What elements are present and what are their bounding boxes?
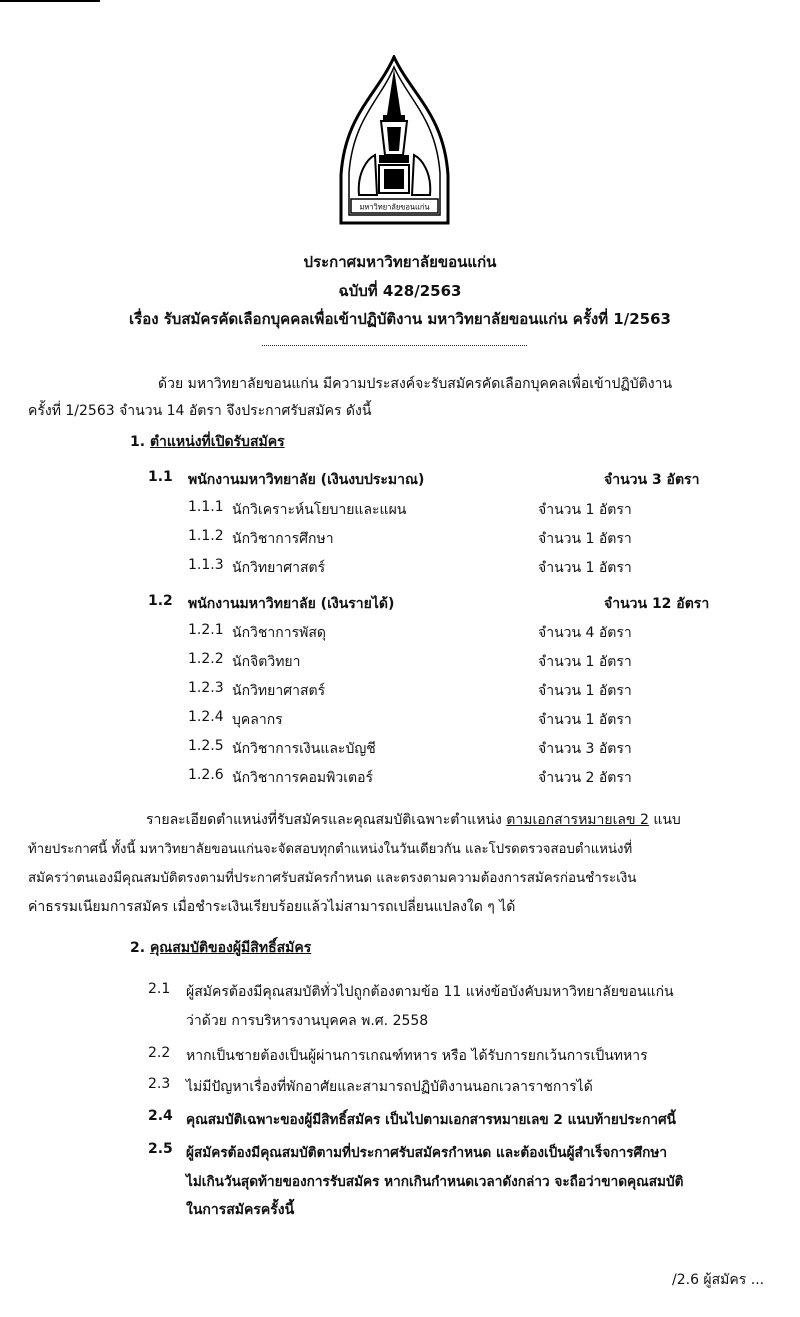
item-2-1-line-2: ว่าด้วย การบริหารงานบุคคล พ.ศ. 2558 <box>186 1013 429 1029</box>
intro-line-2: ครั้งที่ 1/2563 จำนวน 14 อัตรา จึงประกาศรับสมัคร ดังนี้ <box>28 403 372 419</box>
detail-line-1: รายละเอียดตำแหน่งที่รับสมัครและคุณสมบัติเฉพาะตำแหน่ง ตามเอกสารหมายเลข 2 แนบ <box>146 812 681 828</box>
university-logo <box>337 55 452 227</box>
detail-line-4: ค่าธรรมเนียมการสมัคร เมื่อชำระเงินเรียบร้อยแล้วไม่สามารถเปลี่ยนแปลงใด ๆ ได้ <box>28 899 516 915</box>
announcement-title: ประกาศมหาวิทยาลัยขอนแก่น <box>303 253 497 271</box>
item-1-2-3-count: จำนวน 1 อัตรา <box>538 683 632 699</box>
item-1-2-3-name: นักวิทยาศาสตร์ <box>232 683 326 699</box>
page-continuation: /2.6 ผู้สมัคร ... <box>672 1272 765 1288</box>
item-1-1-2-number: 1.1.2 <box>188 528 224 544</box>
item-1-2-6-count: จำนวน 2 อัตรา <box>538 770 632 786</box>
item-1-1-1-name: นักวิเคราะห์นโยบายและแผน <box>232 502 407 518</box>
item-1-2-5-name: นักวิชาการเงินและบัญชี <box>232 741 376 757</box>
item-2-5-line-1: ผู้สมัครต้องมีคุณสมบัติตามที่ประกาศรับสมัครกำหนด และต้องเป็นผู้สำเร็จการศึกษา <box>186 1145 668 1161</box>
item-1-2-5-count: จำนวน 3 อัตรา <box>538 741 632 757</box>
item-2-2-line-1: หากเป็นชายต้องเป็นผู้ผ่านการเกณฑ์ทหาร หรือ ได้รับการยกเว้นการเป็นทหาร <box>186 1048 648 1064</box>
item-2-1-line-1: ผู้สมัครต้องมีคุณสมบัติทั่วไปถูกต้องตามข้อ 11 แห่งข้อบังคับมหาวิทยาลัยขอนแก่น <box>186 984 674 1000</box>
group-1-2-count: จำนวน 12 อัตรา <box>604 596 710 612</box>
item-1-1-1-number: 1.1.1 <box>188 499 224 515</box>
item-2-2-number: 2.2 <box>148 1045 171 1061</box>
item-2-3-line-1: ไม่มีปัญหาเรื่องที่พักอาศัยและสามารถปฏิบัติงานนอกเวลาราชการได้ <box>186 1079 593 1095</box>
detail-line-2: ท้ายประกาศนี้ ทั้งนี้ มหาวิทยาลัยขอนแก่นจะจัดสอบทุกตำแหน่งในวันเดียวกัน และโปรดตรวจสอบตำแหน่งที่ <box>28 842 633 857</box>
group-1-1-count: จำนวน 3 อัตรา <box>604 472 700 488</box>
item-1-2-4-number: 1.2.4 <box>188 709 224 725</box>
section-1-heading: 1. ตำแหน่งที่เปิดรับสมัคร <box>130 434 285 450</box>
item-2-4-line-1: คุณสมบัติเฉพาะของผู้มีสิทธิ์สมัคร เป็นไปตามเอกสารหมายเลข 2 แนบท้ายประกาศนี้ <box>186 1112 676 1128</box>
item-1-1-3-number: 1.1.3 <box>188 557 224 573</box>
document-2-reference: ตามเอกสารหมายเลข 2 <box>506 812 649 828</box>
item-1-1-2-count: จำนวน 1 อัตรา <box>538 531 632 547</box>
logo-banner-text: มหาวิทยาลัยขอนแก่น <box>359 202 430 212</box>
item-1-2-2-name: นักจิตวิทยา <box>232 654 301 670</box>
title-divider <box>262 345 527 346</box>
item-1-2-4-count: จำนวน 1 อัตรา <box>538 712 632 728</box>
group-1-1-number: 1.1 <box>148 469 173 485</box>
announcement-subject: เรื่อง รับสมัครคัดเลือกบุคคลเพื่อเข้าปฏิบัติงาน มหาวิทยาลัยขอนแก่น ครั้งที่ 1/2563 <box>129 310 671 328</box>
item-2-3-number: 2.3 <box>148 1076 171 1092</box>
announcement-number: ฉบับที่ 428/2563 <box>338 282 462 300</box>
section-2-heading: 2. คุณสมบัติของผู้มีสิทธิ์สมัคร <box>130 940 312 956</box>
item-1-2-1-name: นักวิชาการพัสดุ <box>232 625 326 641</box>
item-1-2-1-count: จำนวน 4 อัตรา <box>538 625 632 641</box>
item-1-2-2-count: จำนวน 1 อัตรา <box>538 654 632 670</box>
item-1-2-6-number: 1.2.6 <box>188 767 224 783</box>
item-2-5-line-3: ในการสมัครครั้งนี้ <box>186 1202 295 1218</box>
item-1-2-5-number: 1.2.5 <box>188 738 224 754</box>
item-1-2-1-number: 1.2.1 <box>188 622 224 638</box>
item-1-2-6-name: นักวิชาการคอมพิวเตอร์ <box>232 770 374 786</box>
item-1-2-3-number: 1.2.3 <box>188 680 224 696</box>
group-1-2-title: พนักงานมหาวิทยาลัย (เงินรายได้) <box>188 596 395 612</box>
university-seal-icon <box>337 55 452 227</box>
item-2-4-number: 2.4 <box>148 1108 173 1124</box>
intro-line-1: ด้วย มหาวิทยาลัยขอนแก่น มีความประสงค์จะรับสมัครคัดเลือกบุคคลเพื่อเข้าปฏิบัติงาน <box>158 376 673 392</box>
detail-line-3: สมัครว่าตนเองมีคุณสมบัติตรงตามที่ประกาศรับสมัครกำหนด และตรงตามความต้องการสมัครก่อนชำระเงิน <box>28 871 637 886</box>
group-1-1-title: พนักงานมหาวิทยาลัย (เงินงบประมาณ) <box>188 472 425 488</box>
item-2-5-line-2: ไม่เกินวันสุดท้ายของการรับสมัคร หากเกินกำหนดเวลาดังกล่าว จะถือว่าขาดคุณสมบัติ <box>186 1174 684 1190</box>
item-1-1-2-name: นักวิชาการศึกษา <box>232 531 334 547</box>
item-1-2-2-number: 1.2.2 <box>188 651 224 667</box>
item-1-2-4-name: บุคลากร <box>232 712 283 728</box>
item-1-1-3-count: จำนวน 1 อัตรา <box>538 560 632 576</box>
item-2-5-number: 2.5 <box>148 1141 173 1157</box>
item-1-1-1-count: จำนวน 1 อัตรา <box>538 502 632 518</box>
item-1-1-3-name: นักวิทยาศาสตร์ <box>232 560 326 576</box>
group-1-2-number: 1.2 <box>148 593 173 609</box>
item-2-1-number: 2.1 <box>148 981 171 997</box>
corner-rule <box>0 0 100 2</box>
